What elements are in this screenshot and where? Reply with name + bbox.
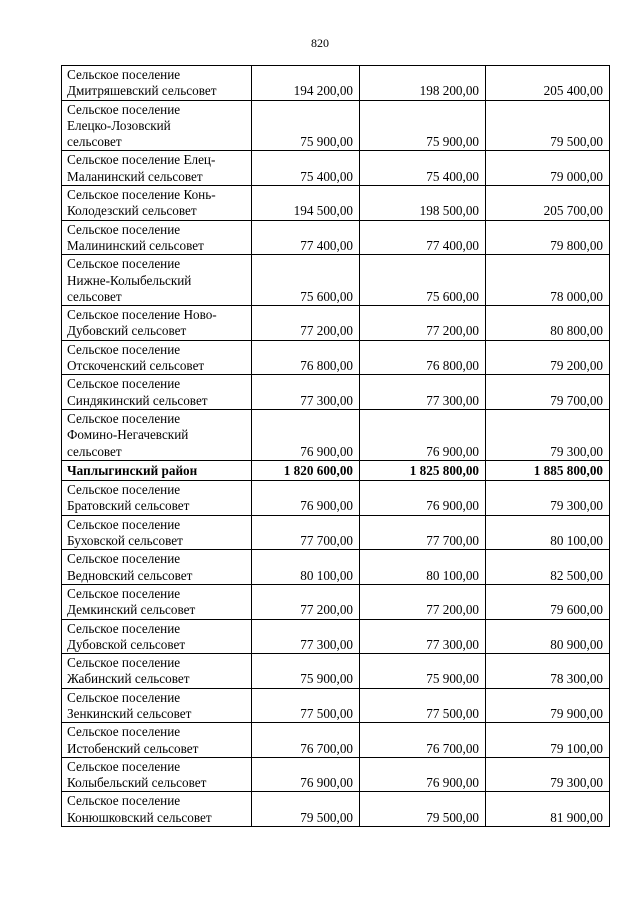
value-col1-cell: 76 800,00 <box>252 340 360 375</box>
page-number: 820 <box>311 36 329 50</box>
value-col2-cell: 77 300,00 <box>360 619 486 654</box>
value-col3-cell: 79 300,00 <box>486 757 610 792</box>
value-col2-cell: 76 700,00 <box>360 723 486 758</box>
value-col3-cell: 78 000,00 <box>486 255 610 306</box>
table-row <box>62 723 610 758</box>
table-row <box>62 584 610 619</box>
value-col1-cell: 75 900,00 <box>252 654 360 689</box>
district-total-row <box>62 460 610 480</box>
value-col2-cell: 75 900,00 <box>360 100 486 151</box>
value-col2-cell: 76 900,00 <box>360 409 486 460</box>
value-col3-cell: 79 900,00 <box>486 688 610 723</box>
value-col3-cell: 79 200,00 <box>486 340 610 375</box>
value-col1-cell: 1 820 600,00 <box>252 460 360 480</box>
settlement-name-cell: Сельское поселение Жабинский сельсовет <box>62 654 252 689</box>
value-col2-cell: 77 400,00 <box>360 220 486 255</box>
value-col1-cell: 76 700,00 <box>252 723 360 758</box>
value-col3-cell: 82 500,00 <box>486 550 610 585</box>
table-row <box>62 550 610 585</box>
value-col1-cell: 77 300,00 <box>252 619 360 654</box>
settlement-name-cell: Сельское поселение Малининский сельсовет <box>62 220 252 255</box>
value-col3-cell: 78 300,00 <box>486 654 610 689</box>
table-row <box>62 481 610 516</box>
value-col1-cell: 77 200,00 <box>252 584 360 619</box>
budget-table <box>61 65 610 827</box>
value-col3-cell: 1 885 800,00 <box>486 460 610 480</box>
settlement-name-cell: Сельское поселение Ново- Дубовский сельсовет <box>62 306 252 341</box>
value-col2-cell: 1 825 800,00 <box>360 460 486 480</box>
value-col3-cell: 205 700,00 <box>486 186 610 221</box>
table-row <box>62 375 610 410</box>
settlement-name-cell: Чаплыгинский район <box>62 460 252 480</box>
value-col2-cell: 76 800,00 <box>360 340 486 375</box>
value-col2-cell: 77 200,00 <box>360 306 486 341</box>
value-col2-cell: 75 900,00 <box>360 654 486 689</box>
table-row <box>62 220 610 255</box>
table-row <box>62 654 610 689</box>
value-col3-cell: 80 100,00 <box>486 515 610 550</box>
value-col2-cell: 76 900,00 <box>360 481 486 516</box>
value-col2-cell: 80 100,00 <box>360 550 486 585</box>
settlement-name-cell: Сельское поселение Конюшковский сельсовет <box>62 792 252 827</box>
table-row <box>62 619 610 654</box>
table-row <box>62 409 610 460</box>
value-col3-cell: 79 500,00 <box>486 100 610 151</box>
value-col1-cell: 77 300,00 <box>252 375 360 410</box>
value-col1-cell: 75 600,00 <box>252 255 360 306</box>
value-col1-cell: 194 200,00 <box>252 66 360 101</box>
settlement-name-cell: Сельское поселение Ведновский сельсовет <box>62 550 252 585</box>
value-col3-cell: 79 000,00 <box>486 151 610 186</box>
value-col1-cell: 77 400,00 <box>252 220 360 255</box>
table-row <box>62 340 610 375</box>
value-col1-cell: 77 200,00 <box>252 306 360 341</box>
value-col3-cell: 79 600,00 <box>486 584 610 619</box>
table-row <box>62 255 610 306</box>
table-row <box>62 66 610 101</box>
settlement-name-cell: Сельское поселение Елец- Маланинский сельсовет <box>62 151 252 186</box>
value-col2-cell: 77 300,00 <box>360 375 486 410</box>
value-col2-cell: 77 200,00 <box>360 584 486 619</box>
settlement-name-cell: Сельское поселение Нижне-Колыбельский сельсовет <box>62 255 252 306</box>
value-col1-cell: 76 900,00 <box>252 409 360 460</box>
value-col2-cell: 79 500,00 <box>360 792 486 827</box>
table-row <box>62 306 610 341</box>
settlement-name-cell: Сельское поселение Буховской сельсовет <box>62 515 252 550</box>
table-row <box>62 186 610 221</box>
settlement-name-cell: Сельское поселение Елецко-Лозовский сельсовет <box>62 100 252 151</box>
settlement-name-cell: Сельское поселение Синдякинский сельсовет <box>62 375 252 410</box>
value-col3-cell: 79 100,00 <box>486 723 610 758</box>
value-col1-cell: 77 700,00 <box>252 515 360 550</box>
value-col1-cell: 75 400,00 <box>252 151 360 186</box>
value-col3-cell: 79 700,00 <box>486 375 610 410</box>
value-col3-cell: 79 300,00 <box>486 409 610 460</box>
settlement-name-cell: Сельское поселение Отскоченский сельсовет <box>62 340 252 375</box>
value-col1-cell: 80 100,00 <box>252 550 360 585</box>
settlement-name-cell: Сельское поселение Конь- Колодезский сельсовет <box>62 186 252 221</box>
settlement-name-cell: Сельское поселение Истобенский сельсовет <box>62 723 252 758</box>
value-col2-cell: 76 900,00 <box>360 757 486 792</box>
value-col3-cell: 80 900,00 <box>486 619 610 654</box>
settlement-name-cell: Сельское поселение Зенкинский сельсовет <box>62 688 252 723</box>
value-col2-cell: 75 400,00 <box>360 151 486 186</box>
settlement-name-cell: Сельское поселение Демкинский сельсовет <box>62 584 252 619</box>
value-col1-cell: 76 900,00 <box>252 481 360 516</box>
table-row <box>62 100 610 151</box>
settlement-name-cell: Сельское поселение Фомино-Негачевский сельсовет <box>62 409 252 460</box>
value-col1-cell: 75 900,00 <box>252 100 360 151</box>
value-col3-cell: 79 800,00 <box>486 220 610 255</box>
table-row <box>62 515 610 550</box>
value-col1-cell: 76 900,00 <box>252 757 360 792</box>
value-col2-cell: 77 500,00 <box>360 688 486 723</box>
settlement-name-cell: Сельское поселение Братовский сельсовет <box>62 481 252 516</box>
table-body <box>62 66 610 827</box>
value-col3-cell: 205 400,00 <box>486 66 610 101</box>
value-col1-cell: 79 500,00 <box>252 792 360 827</box>
table-row <box>62 151 610 186</box>
table-row <box>62 792 610 827</box>
value-col1-cell: 77 500,00 <box>252 688 360 723</box>
value-col2-cell: 198 200,00 <box>360 66 486 101</box>
settlement-name-cell: Сельское поселение Колыбельский сельсовет <box>62 757 252 792</box>
value-col3-cell: 81 900,00 <box>486 792 610 827</box>
settlement-name-cell: Сельское поселение Дубовской сельсовет <box>62 619 252 654</box>
table-row <box>62 757 610 792</box>
value-col3-cell: 79 300,00 <box>486 481 610 516</box>
value-col3-cell: 80 800,00 <box>486 306 610 341</box>
value-col1-cell: 194 500,00 <box>252 186 360 221</box>
table-row <box>62 688 610 723</box>
value-col2-cell: 75 600,00 <box>360 255 486 306</box>
value-col2-cell: 198 500,00 <box>360 186 486 221</box>
value-col2-cell: 77 700,00 <box>360 515 486 550</box>
settlement-name-cell: Сельское поселение Дмитряшевский сельсовет <box>62 66 252 101</box>
